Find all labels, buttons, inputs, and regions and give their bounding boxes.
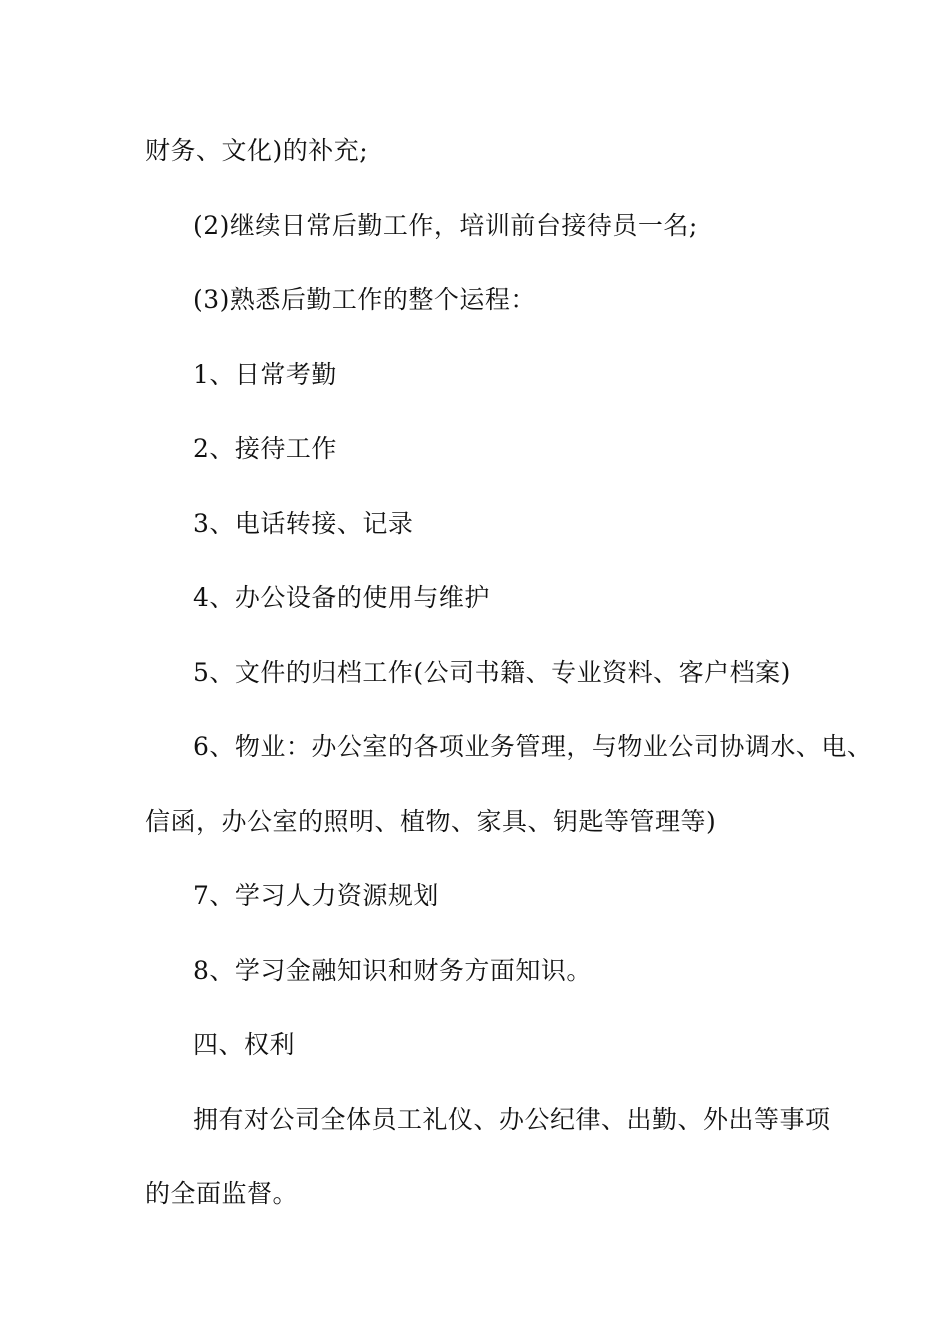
paragraph-line-1: 拥有对公司全体员工礼仪、办公纪律、出勤、外出等事项 <box>193 1105 831 1134</box>
text-line-3: (3)熟悉后勤工作的整个运程： <box>193 285 536 314</box>
list-item-2: 2、接待工作 <box>193 434 337 463</box>
text-line-1: 财务、文化)的补充; <box>145 136 369 165</box>
list-item-1: 1、日常考勤 <box>193 360 337 389</box>
paragraph-line-2: 的全面监督。 <box>145 1179 299 1208</box>
list-item-8: 8、学习金融知识和财务方面知识。 <box>193 956 592 985</box>
list-item-7: 7、学习人力资源规划 <box>193 881 439 910</box>
text-line-2: (2)继续日常后勤工作，培训前台接待员一名; <box>193 211 698 240</box>
list-item-6-continued: 信函，办公室的照明、植物、家具、钥匙等管理等) <box>145 807 717 836</box>
list-item-4: 4、办公设备的使用与维护 <box>193 583 490 612</box>
list-item-6: 6、物业：办公室的各项业务管理，与物业公司协调水、电、 <box>193 732 873 761</box>
list-item-5: 5、文件的归档工作(公司书籍、专业资料、客户档案) <box>193 658 791 687</box>
list-item-3: 3、电话转接、记录 <box>193 509 414 538</box>
section-heading: 四、权利 <box>193 1030 296 1059</box>
